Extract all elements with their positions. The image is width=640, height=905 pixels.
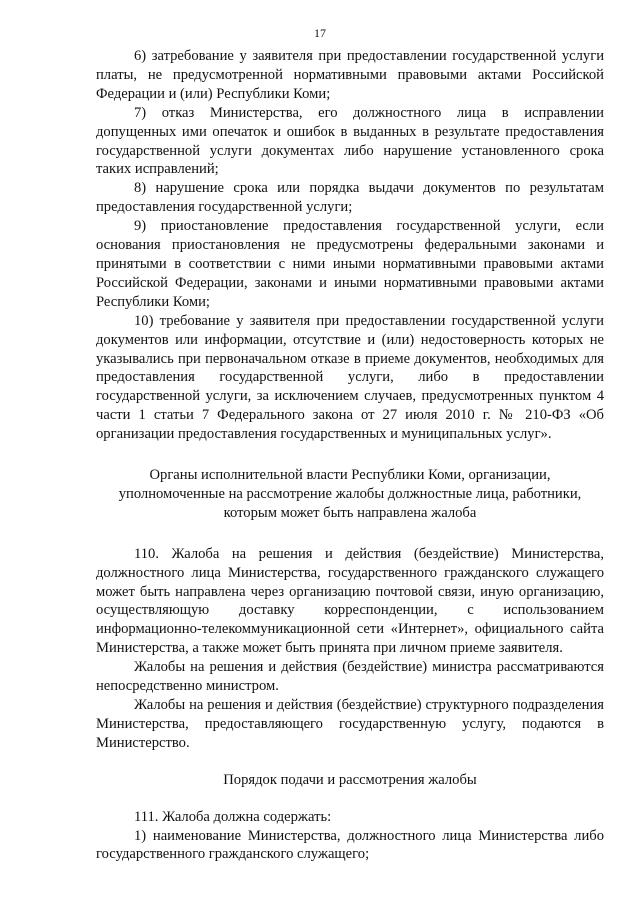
paragraph-110: 110. Жалоба на решения и действия (бездействие) Министерства, должностного лица Министерства, государственного гражданского служащего может быть направлена через организацию почтовой связи, иную организацию, осуществляющую доставку корреспонденции, с использованием информационно-телекоммуникационной сети «Интернет», официального сайта Министерства, а также может быть принята при личном приеме заявителя. bbox=[96, 545, 604, 657]
list-item-1: 1) наименование Министерства, должностного лица Министерства либо государственного гражданского служащего; bbox=[96, 827, 604, 863]
list-item-7: 7) отказ Министерства, его должностного лица в исправлении допущенных ими опечаток и ошибок в выданных в результате предоставления государственной услуги документах либо нарушение установленного срока таких исправлений; bbox=[96, 104, 604, 178]
section-heading-procedure: Порядок подачи и рассмотрения жалобы bbox=[223, 771, 477, 788]
spacer bbox=[96, 444, 604, 466]
list-item-10: 10) требование у заявителя при предоставлении государственной услуги документов или информации, отсутствие и (или) недостоверность которых не указывались при первоначальном отказе в приеме документов, необходимых для предоставления государственной услуги, либо в предоставлении государственной услуги, за исключением случаев, предусмотренных пунктом 4 части 1 статьи 7 Федерального закона от 27 июля 2010 г. № 210-ФЗ «Об организации предоставления государственных и муниципальных услуг». bbox=[96, 312, 604, 443]
page-number: 17 bbox=[314, 26, 326, 40]
spacer bbox=[96, 790, 604, 808]
list-item-8: 8) нарушение срока или порядка выдачи документов по результатам предоставления государственной услуги; bbox=[96, 180, 604, 216]
paragraph-minister-complaints: Жалобы на решения и действия (бездействие) министра рассматриваются непосредственно министром. bbox=[96, 659, 604, 695]
spacer bbox=[96, 523, 604, 545]
section-heading-authorities: Органы исполнительной власти Республики Коми, организации, уполномоченные на рассмотрение жалобы должностные лица, работники, которым может быть направлена жалоба bbox=[118, 467, 582, 521]
list-item-6: 6) затребование у заявителя при предоставлении государственной услуги платы, не предусмотренной нормативными правовыми актами Российской Федерации и (или) Республики Коми; bbox=[96, 48, 604, 102]
list-item-9: 9) приостановление предоставления государственной услуги, если основания приостановления не предусмотрены федеральными законами и принятыми в соответствии с ними иными нормативными правовыми актами Российской Федерации, законами и иными нормативными правовыми актами Республики Коми; bbox=[96, 218, 604, 310]
paragraph-department-complaints: Жалобы на решения и действия (бездействие) структурного подразделения Министерства, предоставляющего государственную услугу, подаются в Министерство. bbox=[96, 697, 604, 751]
spacer bbox=[96, 753, 604, 771]
paragraph-111: 111. Жалоба должна содержать: bbox=[134, 808, 332, 825]
document-body bbox=[96, 47, 604, 864]
